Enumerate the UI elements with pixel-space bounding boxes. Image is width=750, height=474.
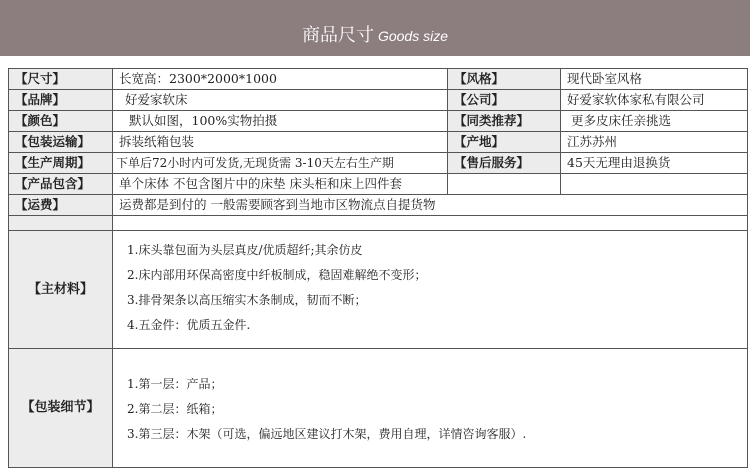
label-color: 【颜色】 [9,111,112,131]
value-includes: 单个床体 不包含图片中的床垫 床头柜和床上四件套 [119,176,402,191]
value-aftersale: 45天无理由退换货 [567,155,671,170]
row-divider [9,215,747,216]
row-divider [9,348,747,349]
spacer-cell [9,216,112,230]
label-includes: 【产品包含】 [9,174,112,194]
label-packing-detail: 【包装细节】 [9,349,112,467]
value-packing: 拆装纸箱包装 [119,134,195,149]
label-size: 【尺寸】 [9,69,112,89]
value-shipping: 运费都是到付的 一般需要顾客到当地市区物流点自提货物 [119,197,436,212]
row-divider [9,230,747,231]
list-item: 4.五金件：优质五金件. [127,318,251,332]
label-production: 【生产周期】 [9,153,112,173]
label-material: 【主材料】 [9,231,112,348]
label-aftersale: 【售后服务】 [448,153,560,173]
value-production: 下单后72小时内可发货,无现货需 3-10天左右生产期 [116,156,394,170]
label-shipping: 【运费】 [9,195,112,215]
title-en: Goods size [377,28,449,44]
value-recommend[interactable]: 更多皮床任亲挑选 [571,113,672,128]
page-title [0,0,750,56]
value-company: 好爱家软体家私有限公司 [567,92,705,107]
value-color: 默认如图，100%实物拍摄 [129,113,278,128]
list-item: 2.床内部用环保高密度中纤板制成，稳固难解绝不变形； [127,268,427,282]
label-origin: 【产地】 [448,132,560,152]
label-style: 【风格】 [448,69,560,89]
title-cn: 商品尺寸 [301,25,374,46]
material-list [127,241,727,341]
value-size: 长宽高：2300*2000*1000 [119,71,277,86]
list-item: 2.第二层：纸箱； [127,402,223,416]
label-packing: 【包装运输】 [9,132,112,152]
list-item: 1.床头靠包面为头层真皮/优质超纤;其余仿皮 [127,243,363,257]
value-origin: 江苏苏州 [567,134,618,149]
value-brand: 好爱家软床 [125,92,188,107]
value-style: 现代卧室风格 [567,71,643,86]
list-item: 3.第三层：木架（可选，偏远地区建议打木架，费用自理，详情咨询客服）. [127,427,527,441]
packing-list [127,375,737,455]
label-company: 【公司】 [448,90,560,110]
label-recommend: 【同类推荐】 [448,111,560,131]
label-brand: 【品牌】 [9,90,112,110]
spec-table [8,68,748,468]
list-item: 3.排骨架条以高压缩实木条制成，韧而不断； [127,293,367,307]
list-item: 1.第一层：产品； [127,377,223,391]
